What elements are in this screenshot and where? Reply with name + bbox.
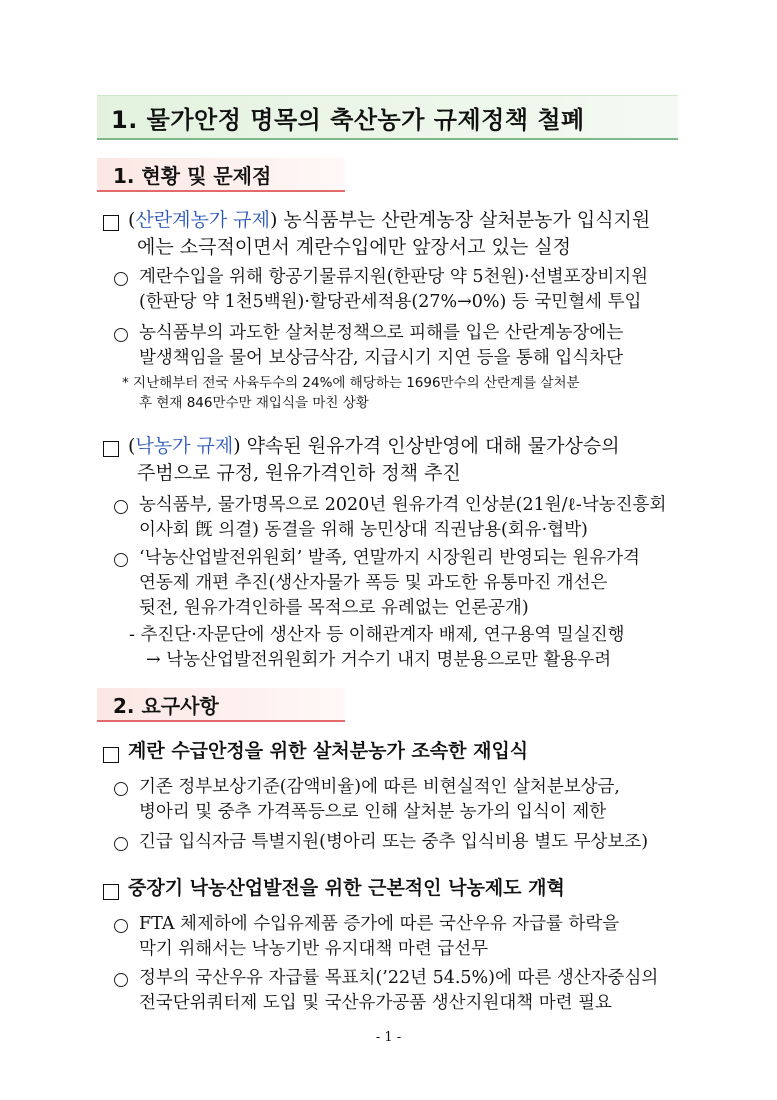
s1-item2-line1: (낙농가 규제) 약속된 원유가격 인상반영에 대해 물가상승의 (128, 435, 620, 457)
circle-bullet-icon (114, 328, 128, 342)
circle-bullet-icon (114, 272, 128, 286)
s2-item1-head: 계란 수급안정을 위한 살처분농가 조속한 재입식 (128, 740, 529, 762)
square-bullet-icon (103, 215, 119, 231)
s1-item2-b1-l1: 농식품부, 물가명목으로 2020년 원유가격 인상분(21원/ℓ-낙농진흥회 (139, 495, 667, 515)
s1-item1-tag: 산란계농가 규제 (135, 209, 270, 231)
circle-bullet-icon (114, 973, 128, 987)
s2-item1-b1-l1: 기존 정부보상기준(감액비율)에 따른 비현실적인 살처분보상금, (139, 777, 620, 797)
s1-item2-dash-l1: - 추진단·자문단에 생산자 등 이해관계자 배제, 연구용역 밀실진행 (129, 625, 625, 645)
s1-item2-line2: 주범으로 규정, 원유가격인하 정책 추진 (137, 462, 461, 484)
s2-item2-b1-l1: FTA 체제하에 수입유제품 증가에 따른 국산우유 자급률 하락을 (139, 914, 620, 934)
square-bullet-icon (103, 441, 119, 457)
section-2-heading: 2. 요구사항 (113, 694, 219, 718)
section-1-heading: 1. 현황 및 문제점 (113, 164, 272, 188)
s2-item1-b2-l1: 긴급 입식자금 특별지원(병아리 또는 중추 입식비용 별도 무상보조) (139, 832, 649, 852)
section-1-header (97, 158, 345, 192)
s1-item2-dash-l2: → 낙농산업발전위원회가 거수기 내지 명분용으로만 활용우려 (146, 650, 612, 670)
s1-item1-b1-l2: (한판당 약 1천5백원)·할당관세적용(27%→0%) 등 국민혈세 투입 (139, 292, 642, 312)
s1-item1-note-l2: 후 현재 846만수만 재입식을 마친 상황 (139, 395, 369, 411)
s2-item1-b1-l2: 병아리 및 중추 가격폭등으로 인해 살처분 농가의 입식이 제한 (139, 802, 607, 822)
square-bullet-icon (103, 884, 119, 900)
page-number: - 1 - (375, 1030, 402, 1045)
s1-item1-b2-l1: 농식품부의 과도한 살처분정책으로 피해를 입은 산란계농장에는 (139, 323, 624, 343)
square-bullet-icon (103, 747, 119, 763)
s1-item2-b2-l1: ‘낙농산업발전위원회’ 발족, 연말까지 시장원리 반영되는 원유가격 (139, 548, 640, 568)
document-title: 1. 물가안정 명목의 축산농가 규제정책 철폐 (111, 106, 585, 134)
circle-bullet-icon (114, 553, 128, 567)
circle-bullet-icon (114, 782, 128, 796)
document-title-banner (97, 95, 678, 140)
circle-bullet-icon (114, 500, 128, 514)
circle-bullet-icon (114, 919, 128, 933)
s1-item2-b2-l3: 뒷전, 원유가격인하를 목적으로 유례없는 언론공개) (139, 598, 529, 618)
circle-bullet-icon (114, 837, 128, 851)
s1-item2-b1-l2: 이사회 旣 의결) 동결을 위해 농민상대 직권남용(회유·협박) (139, 520, 588, 540)
s2-item2-b2-l1: 정부의 국산우유 자급률 목표치(’22년 54.5%)에 따른 생산자중심의 (139, 968, 659, 988)
s1-item1-note-l1: * 지난해부터 전국 사육두수의 24%에 해당하는 1696만수의 산란계를 살처분 (122, 375, 580, 391)
s1-item2-b2-l2: 연동제 개편 추진(생산자물가 폭등 및 과도한 유통마진 개선은 (139, 573, 608, 593)
section-2-header (97, 688, 345, 722)
s2-item2-head: 중장기 낙농산업발전을 위한 근본적인 낙농제도 개혁 (128, 877, 565, 899)
s1-item1-b1-l1: 계란수입을 위해 항공기물류지원(한판당 약 5천원)·선별포장비지원 (139, 267, 649, 287)
s1-item1-b2-l2: 발생책임을 물어 보상금삭감, 지급시기 지연 등을 통해 입식차단 (139, 348, 624, 368)
s2-item2-b2-l2: 전국단위쿼터제 도입 및 국산유가공품 생산지원대책 마련 필요 (139, 993, 612, 1013)
s1-item2-tag: 낙농가 규제 (135, 435, 234, 457)
s1-item1-line1: (산란계농가 규제) 농식품부는 산란계농장 살처분농가 입식지원 (128, 209, 651, 231)
s2-item2-b1-l2: 막기 위해서는 낙농기반 유지대책 마련 급선무 (139, 939, 489, 959)
s1-item1-line2: 에는 소극적이면서 계란수입에만 앞장서고 있는 실정 (137, 236, 571, 258)
